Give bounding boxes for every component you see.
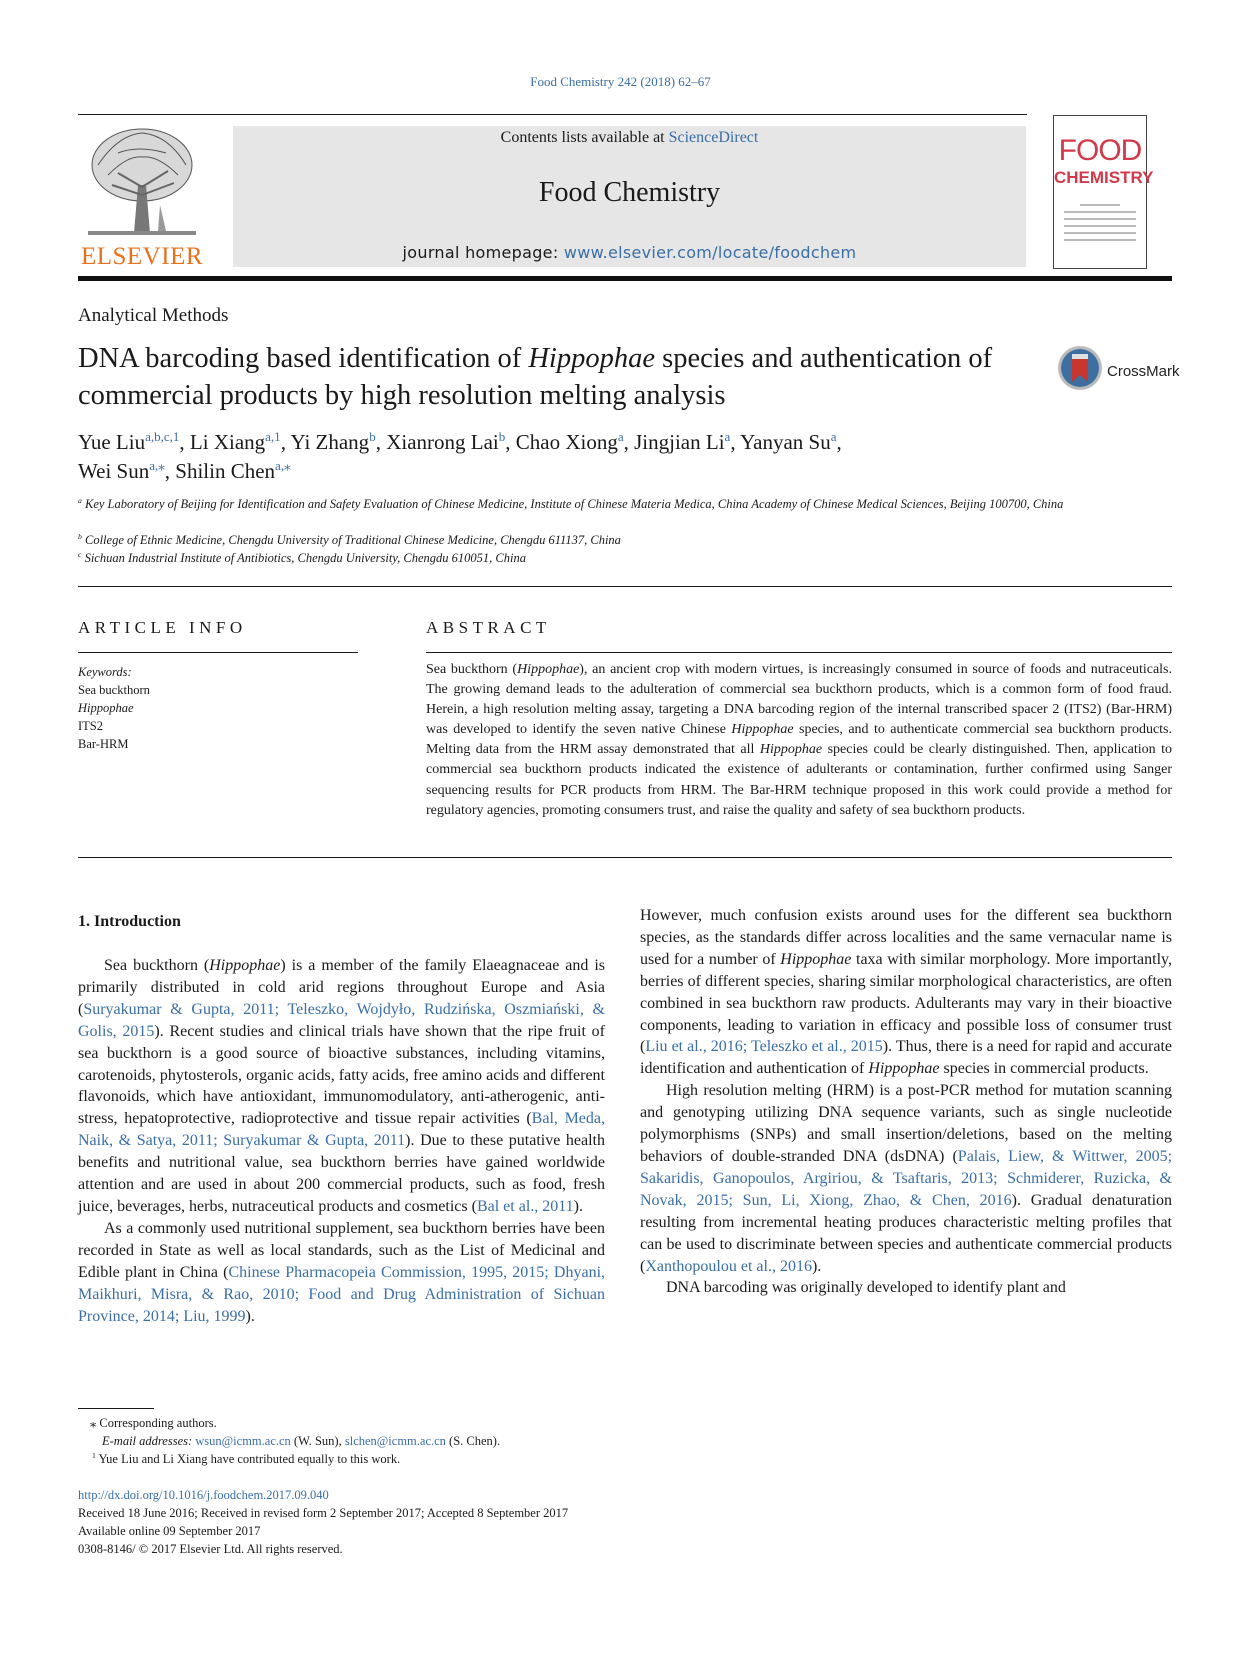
author[interactable]: Yanyan Su$^a$, xyxy=(740,429,842,454)
affiliation-text: College of Ethnic Medicine, Chengdu University of Traditional Chinese Medicine, Chengdu 611137, China xyxy=(85,533,621,547)
publisher-name: ELSEVIER xyxy=(80,243,204,270)
email-link[interactable]: slchen@icmm.ac.cn xyxy=(344,1434,446,1448)
tree-icon xyxy=(88,125,196,237)
author[interactable]: Yue Liu$^{a,b,c,1}$, xyxy=(78,429,190,454)
homepage-prefix: journal homepage: xyxy=(402,243,564,262)
header-rule xyxy=(78,114,1027,115)
affiliation-c xyxy=(78,549,1178,567)
crossmark-badge[interactable] xyxy=(1057,345,1241,393)
running-head[interactable]: Food Chemistry 242 (2018) 62–67 xyxy=(530,74,711,89)
author[interactable]: Yi Zhang$^b$, xyxy=(290,429,387,454)
affiliation-b xyxy=(78,531,1178,549)
doi-link[interactable]: http://dx.doi.org/10.1016/j.foodchem.2017.09.040 xyxy=(78,1488,329,1502)
affiliation-a xyxy=(78,495,1178,513)
title-part2: species and authentication of commercial products by high resolution melting analysis xyxy=(78,343,993,411)
elsevier-logo[interactable] xyxy=(78,125,206,270)
article-info-heading: ARTICLE INFO xyxy=(78,618,247,637)
citation-link[interactable]: Bal et al., 2011 xyxy=(476,1197,574,1215)
footnote-rule xyxy=(78,1408,154,1409)
abstract-text: Sea buckthorn (Hippophae), an ancient crop with modern virtues, is increasingly consumed in source of foods and nutraceuticals. The growing demand leads to the adulteration of commercial sea buckthorn products, which is a common form of food fraud. Herein, a high resolution melting assay, targeting a DNA barcoding region of the internal transcribed spacer 2 (ITS2) (Bar-HRM) was developed to identify the seven native Chinese Hippophae species, and to authenticate commercial sea buckthorn products. Melting data from the HRM assay demonstrated that all Hippophae species could be clearly distinguished. Then, application to commercial sea buckthorn products indicated the existence of adulterants or contamination, further confirmed using Sanger sequencing results for PCR products from HRM. The Bar-HRM technique proposed in this work could provide a method for regulatory agencies, promoting consumers trust, and raise the quality and safety of sea buckthorn products. xyxy=(426,662,1172,818)
affiliation-text: Sichuan Industrial Institute of Antibiotics, Chengdu University, Chengdu 610051, China xyxy=(84,551,526,565)
keywords-block xyxy=(78,663,150,753)
keyword: Sea buckthorn xyxy=(78,683,150,697)
journal-banner xyxy=(233,126,1026,267)
affiliation-label: b xyxy=(78,531,82,541)
paragraph: However, much confusion exists around uses for the different sea buckthorn species, as the standards differ across localities and the same vernacular name is used for a number of Hippophae taxa with similar morphology. More importantly, berries of different species, sharing similar morphological characteristics, are often combined in sea buckthorn raw products. Adulterants may vary in their bioactive components, leading to variation in efficacy and possible loss of consumer trust (Liu et al., 2016; Teleszko et al., 2015). Thus, there is a need for rapid and accurate identification and authentication of Hippophae species in commercial products. xyxy=(640,907,1173,1078)
paragraph: DNA barcoding was originally developed to identify plant and xyxy=(666,1279,1066,1297)
author[interactable]: Wei Sun$^{a,⁎}$, xyxy=(78,458,176,483)
contents-prefix: Contents lists available at xyxy=(500,129,669,146)
journal-title: Food Chemistry xyxy=(538,177,721,208)
paragraph: Sea buckthorn (Hippophae) is a member of the family Elaeagnaceae and is primarily distributed in cold arid regions throughout Europe and Asia (Suryakumar & Gupta, 2011; Teleszko, Wojdyło, Rudzińska, Oszmiański, & Golis, 2015). Recent studies and clinical trials have shown that the ripe fruit of sea buckthorn is a good source of bioactive substances, including vitamins, carotenoids, phytosterols, organic acids, fatty acids, free amino acids and different flavonoids, which have antioxidant, immunomodulatory, anti-atherogenic, anti-stress, hepatoprotective, radioprotective and tissue repair activities (Bal, Meda, Naik, & Satya, 2011; Suryakumar & Gupta, 2011). Due to these putative health benefits and nutritional value, sea buckthorn berries have gained worldwide attention and are used in about 200 commercial products, such as food, fresh juice, beverages, herbs, nutraceutical products and cosmetics (Bal et al., 2011). xyxy=(78,957,606,1215)
paragraph: As a commonly used nutritional supplement, sea buckthorn berries have been recorded in State as well as local standards, such as the List of Medicinal and Edible plant in China (Chinese Pharmacopeia Commission, 1995, 2015; Dhyani, Maikhuri, Misra, & Rao, 2010; Food and Drug Administration of Sichuan Province, 2014; Liu, 1999). xyxy=(78,1219,606,1325)
homepage-line xyxy=(233,243,1026,262)
citation-link[interactable]: Palais, Liew, & Wittwer, 2005; Sakaridis, Ganopoulos, Argiriou, & Tsaftaris, 2013; Schmiderer, Ruzicka, & Novak, 2015; Sun, Li, Xiong, Zhao, & Chen, 2016 xyxy=(640,1147,1173,1209)
citation-link[interactable]: Suryakumar & Gupta, 2011; Teleszko, Wojdyło, Rudzińska, Oszmiański, & Golis, 2015 xyxy=(78,1000,605,1040)
online-date: Available online 09 September 2017 xyxy=(78,1524,261,1538)
received-dates: Received 18 June 2016; Received in revised form 2 September 2017; Accepted 8 September 2017 xyxy=(78,1506,569,1520)
citation-link[interactable]: Bal, Meda, Naik, & Satya, 2011; Suryakumar & Gupta, 2011 xyxy=(78,1110,605,1150)
contents-line xyxy=(233,129,1026,147)
copyright: 0308-8146/ © 2017 Elsevier Ltd. All rights reserved. xyxy=(78,1542,343,1556)
author[interactable]: Jingjian Li$^a$, xyxy=(634,429,741,454)
banner-rule xyxy=(78,276,1172,281)
crossmark-icon xyxy=(1057,345,1103,391)
cover-chemistry-text: CHEMISTRY xyxy=(1054,168,1154,187)
paragraph: High resolution melting (HRM) is a post-PCR method for mutation scanning and genotyping utilizing DNA sequence variants, such as single nucleotide polymorphisms (SNPs) and small insertion/deletions, based on the melting behaviors of double-stranded DNA (dsDNA) (Palais, Liew, & Wittwer, 2005; Sakaridis, Ganopoulos, Argiriou, & Tsaftaris, 2013; Schmiderer, Ruzicka, & Novak, 2015; Sun, Li, Xiong, Zhao, & Chen, 2016). Gradual denaturation resulting from incremental heating produces characteristic melting profiles that can be used to discriminate between species and authenticate commercial products (Xanthopoulou et al., 2016). xyxy=(640,1082,1173,1275)
citation-link[interactable]: Xanthopoulou et al., 2016 xyxy=(645,1257,812,1275)
title-part1: DNA barcoding based identification of xyxy=(78,343,529,374)
homepage-link[interactable]: www.elsevier.com/locate/foodchem xyxy=(563,243,857,262)
article-title xyxy=(78,340,1038,414)
corresponding-note: ⁎ Corresponding authors. xyxy=(90,1416,217,1430)
sciencedirect-link[interactable]: ScienceDirect xyxy=(668,129,759,146)
keyword: Hippophae xyxy=(78,701,134,715)
citation-link[interactable]: Liu et al., 2016; Teleszko et al., 2015 xyxy=(645,1038,883,1056)
equal-contribution-note: $^1$ Yue Liu and Li Xiang have contributed equally to this work. xyxy=(92,1450,401,1466)
left-column xyxy=(78,955,605,1327)
email-link[interactable]: wsun@icmm.ac.cn xyxy=(195,1434,291,1448)
cover-food-text: FOOD xyxy=(1058,134,1142,167)
right-column xyxy=(640,905,1172,1299)
cover-editor-lines xyxy=(1064,204,1136,246)
abstract-end-rule xyxy=(78,857,1172,858)
keyword: ITS2 xyxy=(78,719,103,733)
author[interactable]: Chao Xiong$^a$, xyxy=(515,429,635,454)
title-genus: Hippophae xyxy=(528,343,655,374)
keyword: Bar-HRM xyxy=(78,737,129,751)
author[interactable]: Li Xiang$^{a,1}$, xyxy=(189,429,291,454)
affiliation-label: c xyxy=(78,549,82,559)
crossmark-label: CrossMark xyxy=(1107,363,1180,380)
section-label: Analytical Methods xyxy=(78,305,229,326)
journal-cover[interactable] xyxy=(1053,115,1154,269)
keywords-label: Keywords: xyxy=(78,665,132,679)
intro-heading: 1. Introduction xyxy=(78,913,181,930)
affiliation-text: Key Laboratory of Beijing for Identification and Safety Evaluation of Chinese Medicine, Institute of Chinese Materia Medica, China Academy of Chinese Medical Sciences, Beijing 100700, China xyxy=(85,497,1064,511)
email-note: E-mail addresses: wsun@icmm.ac.cn (W. Sun), slchen@icmm.ac.cn (S. Chen). xyxy=(102,1434,501,1448)
affiliation-rule xyxy=(78,586,1172,587)
info-rule xyxy=(78,652,358,653)
author-list xyxy=(78,428,1178,486)
author[interactable]: Shilin Chen$^{a,⁎}$ xyxy=(175,458,291,483)
author[interactable]: Xianrong Lai$^b$, xyxy=(386,429,516,454)
abstract-heading: ABSTRACT xyxy=(426,618,551,637)
abstract-rule xyxy=(426,652,1172,653)
affiliation-label: a xyxy=(78,495,82,505)
citation-link[interactable]: Chinese Pharmacopeia Commission, 1995, 2015; Dhyani, Maikhuri, Misra, & Rao, 2010; Food and Drug Administration of Sichuan Province, 2014; Liu, 1999 xyxy=(78,1263,606,1325)
